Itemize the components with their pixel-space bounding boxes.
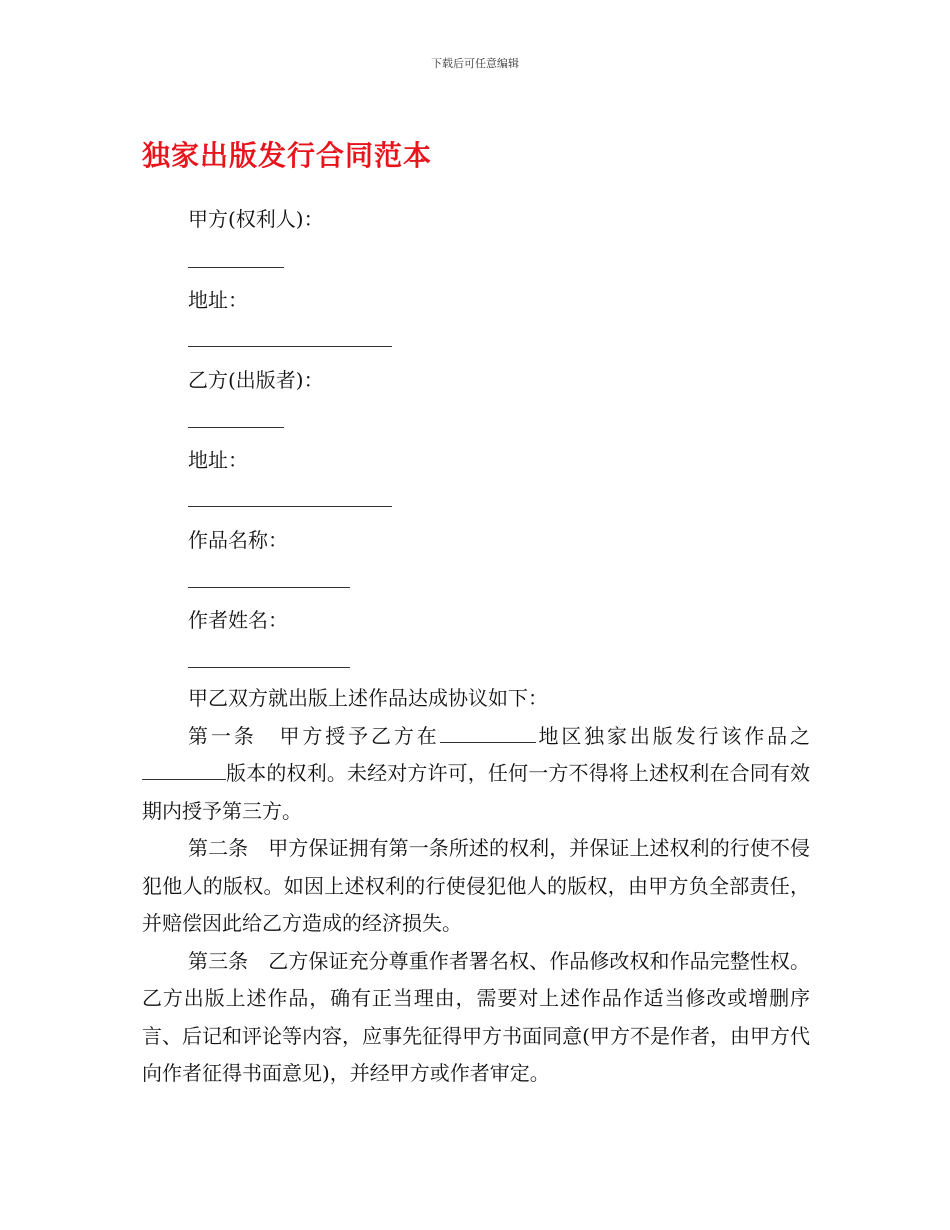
party-a-label: 甲方(权利人)： [188, 207, 324, 231]
intro-paragraph: 甲乙双方就出版上述作品达成协议如下： [188, 686, 548, 710]
article-1-region-blank [440, 724, 536, 743]
article-1-text-b: 地区独家出版发行该作品之 [535, 723, 811, 748]
party-b-label: 乙方(出版者)： [188, 368, 324, 392]
article-1-text-c: 版本的权利。未经对方许可，任何一方不得将上述权利在合同有效期内授予第三方。 [142, 761, 810, 823]
article-1 [142, 718, 810, 831]
article-2: 第二条 甲方保证拥有第一条所述的权利，并保证上述权利的行使不侵犯他人的版权。如因上述权利的行使侵犯他人的版权，由甲方负全部责任，并赔偿因此给乙方造成的经济损失。 [142, 836, 810, 935]
party-a-blank [188, 267, 284, 268]
article-1-text-a: 第一条 甲方授予乙方在 [188, 723, 440, 748]
party-a-address-blank [188, 346, 392, 347]
author-name-label: 作者姓名： [188, 608, 288, 632]
document-title: 独家出版发行合同范本 [142, 139, 433, 172]
article-1-edition-blank [142, 761, 226, 780]
party-a-address-label: 地址： [188, 288, 248, 312]
contract-body [142, 680, 810, 1093]
header-note: 下载后可任意编辑 [431, 57, 519, 70]
work-title-blank [188, 587, 350, 588]
work-title-label: 作品名称： [188, 528, 288, 552]
party-b-address-blank [188, 506, 392, 507]
author-name-blank [188, 667, 350, 668]
party-b-blank [188, 427, 284, 428]
article-3: 第三条 乙方保证充分尊重作者署名权、作品修改权和作品完整性权。乙方出版上述作品，确有正当理由，需要对上述作品作适当修改或增删序言、后记和评论等内容，应事先征得甲方书面同意(甲方不是作者，由甲方代向作者征得书面意见)，并经甲方或作者审定。 [142, 948, 810, 1085]
party-b-address-label: 地址： [188, 448, 248, 472]
